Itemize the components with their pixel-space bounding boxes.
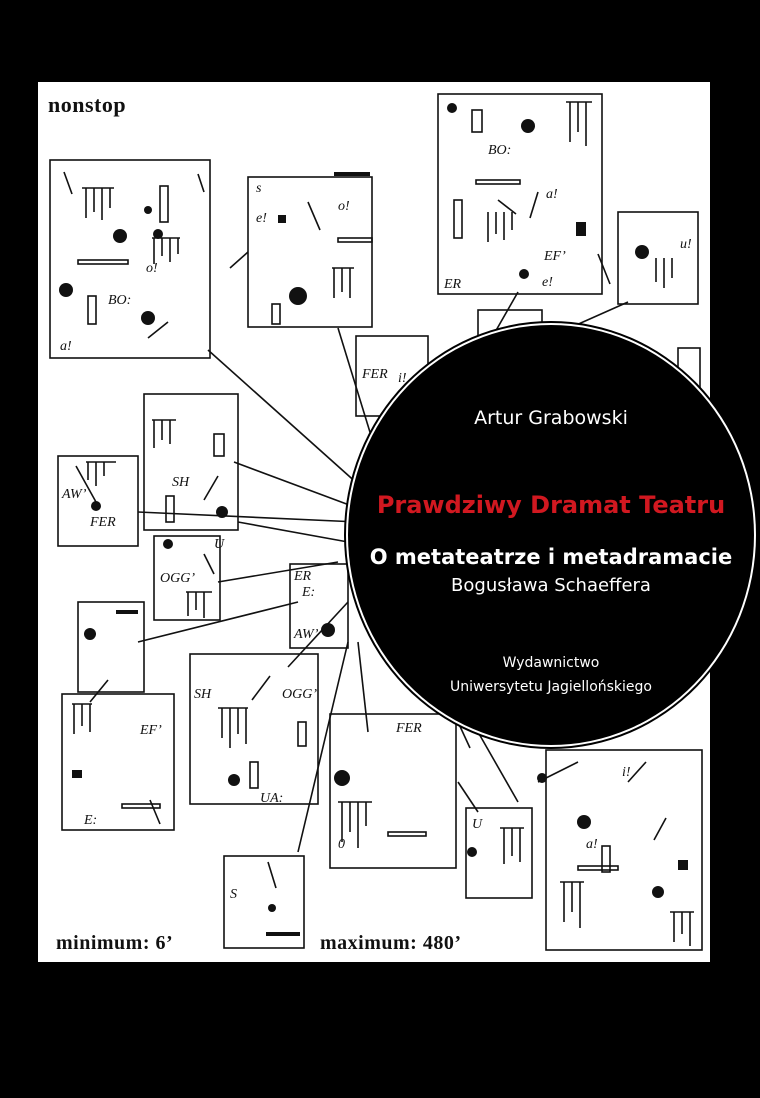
svg-text:AW’: AW’ [62,487,87,502]
book-subtitle-line2: Bogusława Schaeffera [451,575,651,596]
svg-text:a!: a! [60,339,72,354]
svg-text:i!: i! [398,371,407,386]
publisher-line1: Wydawnictwo [502,655,600,671]
svg-text:U: U [214,537,225,552]
svg-text:o!: o! [338,199,350,214]
svg-text:EF’: EF’ [140,723,162,738]
author-name: Artur Grabowski [474,407,628,429]
svg-text:o!: o! [146,261,158,276]
svg-text:SH: SH [194,687,212,702]
svg-text:a!: a! [546,187,558,202]
svg-text:AW’: AW’ [294,627,319,642]
svg-text:e!: e! [256,211,267,226]
score-label-minimum: minimum: 6’ [56,932,174,954]
svg-text:UA:: UA: [260,791,284,806]
svg-text:SH: SH [172,475,190,490]
svg-text:e!: e! [542,275,553,290]
title-disc [348,325,754,745]
svg-text:0: 0 [338,837,345,852]
svg-text:a!: a! [586,837,598,852]
svg-text:OGG’: OGG’ [282,687,317,702]
publisher-line2: Uniwersytetu Jagiellońskiego [450,679,652,695]
svg-text:ER: ER [294,569,312,584]
book-title: Prawdziwy Dramat Teatru [376,491,726,519]
svg-text:FER: FER [396,721,422,736]
score-label-maximum: maximum: 480’ [320,932,462,954]
svg-text:BO:: BO: [488,143,512,158]
svg-text:E:: E: [302,585,316,600]
svg-text:i!: i! [622,765,631,780]
svg-text:EF’: EF’ [544,249,566,264]
svg-text:u!: u! [680,237,692,252]
svg-text:s: s [256,181,262,196]
svg-text:FER: FER [90,515,116,530]
svg-text:BO:: BO: [108,293,132,308]
svg-text:E:: E: [84,813,98,828]
score-label-nonstop: nonstop [48,92,127,117]
svg-text:U: U [472,817,483,832]
svg-text:ER: ER [444,277,462,292]
svg-text:S: S [230,887,237,902]
svg-text:FER: FER [362,367,388,382]
svg-text:OGG’: OGG’ [160,571,195,586]
book-subtitle-line1: O metateatrze i metadramacie [369,545,733,569]
